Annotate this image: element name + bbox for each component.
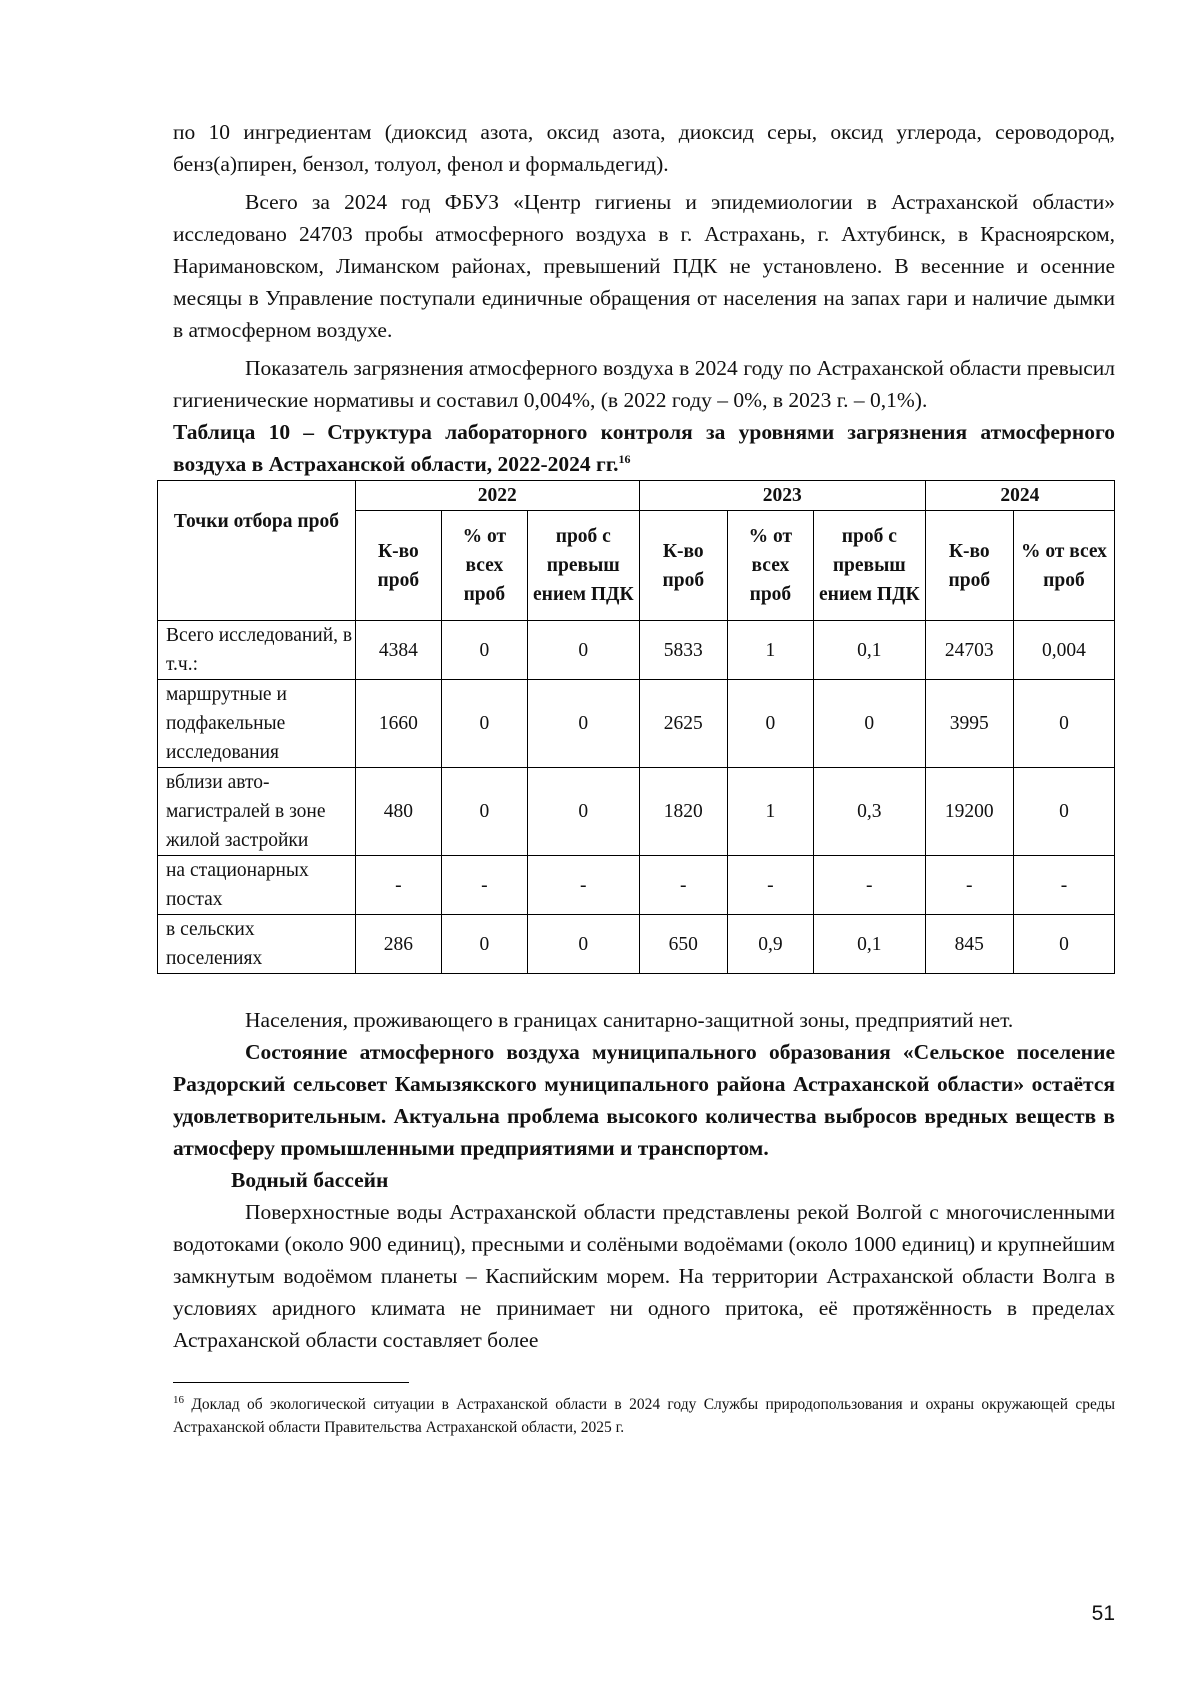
paragraph-pollution-index: Показатель загрязнения атмосферного воздуха в 2024 году по Астраханской области превысил гигиенические нормативы и составил 0,004%, (в 2022 году – 0%, в 2023 г. – 0,1%). — [173, 356, 1115, 412]
table-cell: 0 — [1013, 768, 1114, 856]
table-cell: 19200 — [925, 768, 1013, 856]
table-caption-text: Таблица 10 – Структура лабораторного контроля за уровнями загрязнения атмосферного воздуха в Астраханской области, 2022-2024 гг. — [173, 420, 1115, 476]
footnote-number: 16 — [173, 1394, 184, 1406]
table-cell: 1820 — [639, 768, 727, 856]
header-percent: % от всех проб — [727, 511, 813, 621]
header-sampling-points: Точки отбора проб — [158, 481, 356, 621]
header-count: К-во проб — [925, 511, 1013, 621]
table-cell: 3995 — [925, 680, 1013, 768]
table-cell: 0,9 — [727, 915, 813, 974]
table-row — [158, 856, 1115, 915]
table-row — [158, 768, 1115, 856]
table-cell: 0 — [1013, 680, 1114, 768]
table-cell: 0,1 — [813, 915, 925, 974]
table-cell: 0 — [527, 621, 639, 680]
table-cell: - — [441, 856, 527, 915]
row-label: маршрутные и подфакельные исследования — [158, 680, 356, 768]
lab-control-table — [157, 480, 1115, 974]
row-label: в сельских поселениях — [158, 915, 356, 974]
header-count: К-во проб — [639, 511, 727, 621]
table-cell: 2625 — [639, 680, 727, 768]
table-cell: 286 — [355, 915, 441, 974]
footnote-reference: 16 — [618, 451, 631, 466]
row-label: на стационарных постах — [158, 856, 356, 915]
header-percent: % от всех проб — [1013, 511, 1114, 621]
table-cell: 0,1 — [813, 621, 925, 680]
paragraph-surface-water: Поверхностные воды Астраханской области представлены рекой Волгой с многочисленными водотоками (около 900 единиц), пресными и солёными водоёмами (около 1000 единиц) и крупнейшим замкнутым водоёмом планеты – Каспийским морем. На территории Астраханской области Волга в условиях аридного климата не принимает ни одного притока, её протяжённость в пределах Астраханской области составляет более — [173, 1200, 1115, 1352]
table-cell: 1 — [727, 621, 813, 680]
header-count: К-во проб — [355, 511, 441, 621]
table-cell: 0 — [441, 621, 527, 680]
footnote-divider — [173, 1382, 409, 1383]
table-cell: 0 — [527, 680, 639, 768]
table-cell: - — [727, 856, 813, 915]
table-cell: 650 — [639, 915, 727, 974]
table-caption — [173, 416, 1115, 480]
header-exceed: проб с превыш ением ПДК — [527, 511, 639, 621]
table-cell: 0 — [1013, 915, 1114, 974]
header-year-2022: 2022 — [355, 481, 639, 511]
table-cell: - — [355, 856, 441, 915]
header-year-2023: 2023 — [639, 481, 925, 511]
paragraph-sanitary-zone: Населения, проживающего в границах санитарно-защитной зоны, предприятий нет. — [245, 1008, 1014, 1032]
paragraph-air-conclusion: Состояние атмосферного воздуха муниципального образования «Сельское поселение Раздорский сельсовет Камызякского муниципального района Астраханской области» остаётся удовлетворительным. Актуальна проблема высокого количества выбросов вредных веществ в атмосферу промышленными предприятиями и транспортом. — [173, 1040, 1115, 1160]
footnote — [173, 1389, 1115, 1439]
footnote-text: Доклад об экологической ситуации в Астраханской области в 2024 году Службы природопользования и охраны окружающей среды Астраханской области Правительства Астраханской области, 2025 г. — [173, 1396, 1116, 1437]
table-cell: 0 — [441, 768, 527, 856]
table-cell: - — [639, 856, 727, 915]
table-cell: 5833 — [639, 621, 727, 680]
table-cell: 0,3 — [813, 768, 925, 856]
table-cell: - — [925, 856, 1013, 915]
paragraph-samples-2024: Всего за 2024 год ФБУЗ «Центр гигиены и эпидемиологии в Астраханской области» исследовано 24703 пробы атмосферного воздуха в г. Астрахань, г. Ахтубинск, в Красноярском, Наримановском, Лиманском районах, превышений ПДК не установлено. В весенние и осенние месяцы в Управление поступали единичные обращения от населения на запах гари и наличие дымки в атмосферном воздухе. — [173, 190, 1115, 342]
table-cell: 0 — [727, 680, 813, 768]
row-label: Всего исследований, в т.ч.: — [158, 621, 356, 680]
table-cell: 1 — [727, 768, 813, 856]
page-number: 51 — [1091, 1602, 1115, 1625]
table-row — [158, 915, 1115, 974]
table-cell: - — [527, 856, 639, 915]
table-cell: 24703 — [925, 621, 1013, 680]
table-cell: 0 — [813, 680, 925, 768]
table-cell: 4384 — [355, 621, 441, 680]
paragraph-ingredients: по 10 ингредиентам (диоксид азота, оксид азота, диоксид серы, оксид углерода, сероводород, бенз(а)пирен, бензол, толуол, фенол и формальдегид). — [173, 120, 1115, 176]
table-cell: - — [813, 856, 925, 915]
table-cell: 0 — [441, 915, 527, 974]
table-cell: 480 — [355, 768, 441, 856]
table-cell: 0 — [527, 768, 639, 856]
table-cell: 0 — [441, 680, 527, 768]
header-percent: % от всех проб — [441, 511, 527, 621]
row-label: вблизи авто-магистралей в зоне жилой застройки — [158, 768, 356, 856]
table-cell: 845 — [925, 915, 1013, 974]
table-cell: - — [1013, 856, 1114, 915]
header-exceed: проб с превыш ением ПДК — [813, 511, 925, 621]
table-cell: 0,004 — [1013, 621, 1114, 680]
table-row — [158, 680, 1115, 768]
table-cell: 0 — [527, 915, 639, 974]
table-row — [158, 621, 1115, 680]
header-year-2024: 2024 — [925, 481, 1114, 511]
table-cell: 1660 — [355, 680, 441, 768]
document-page — [166, 116, 1116, 1439]
section-heading: Водный бассейн — [231, 1168, 389, 1192]
